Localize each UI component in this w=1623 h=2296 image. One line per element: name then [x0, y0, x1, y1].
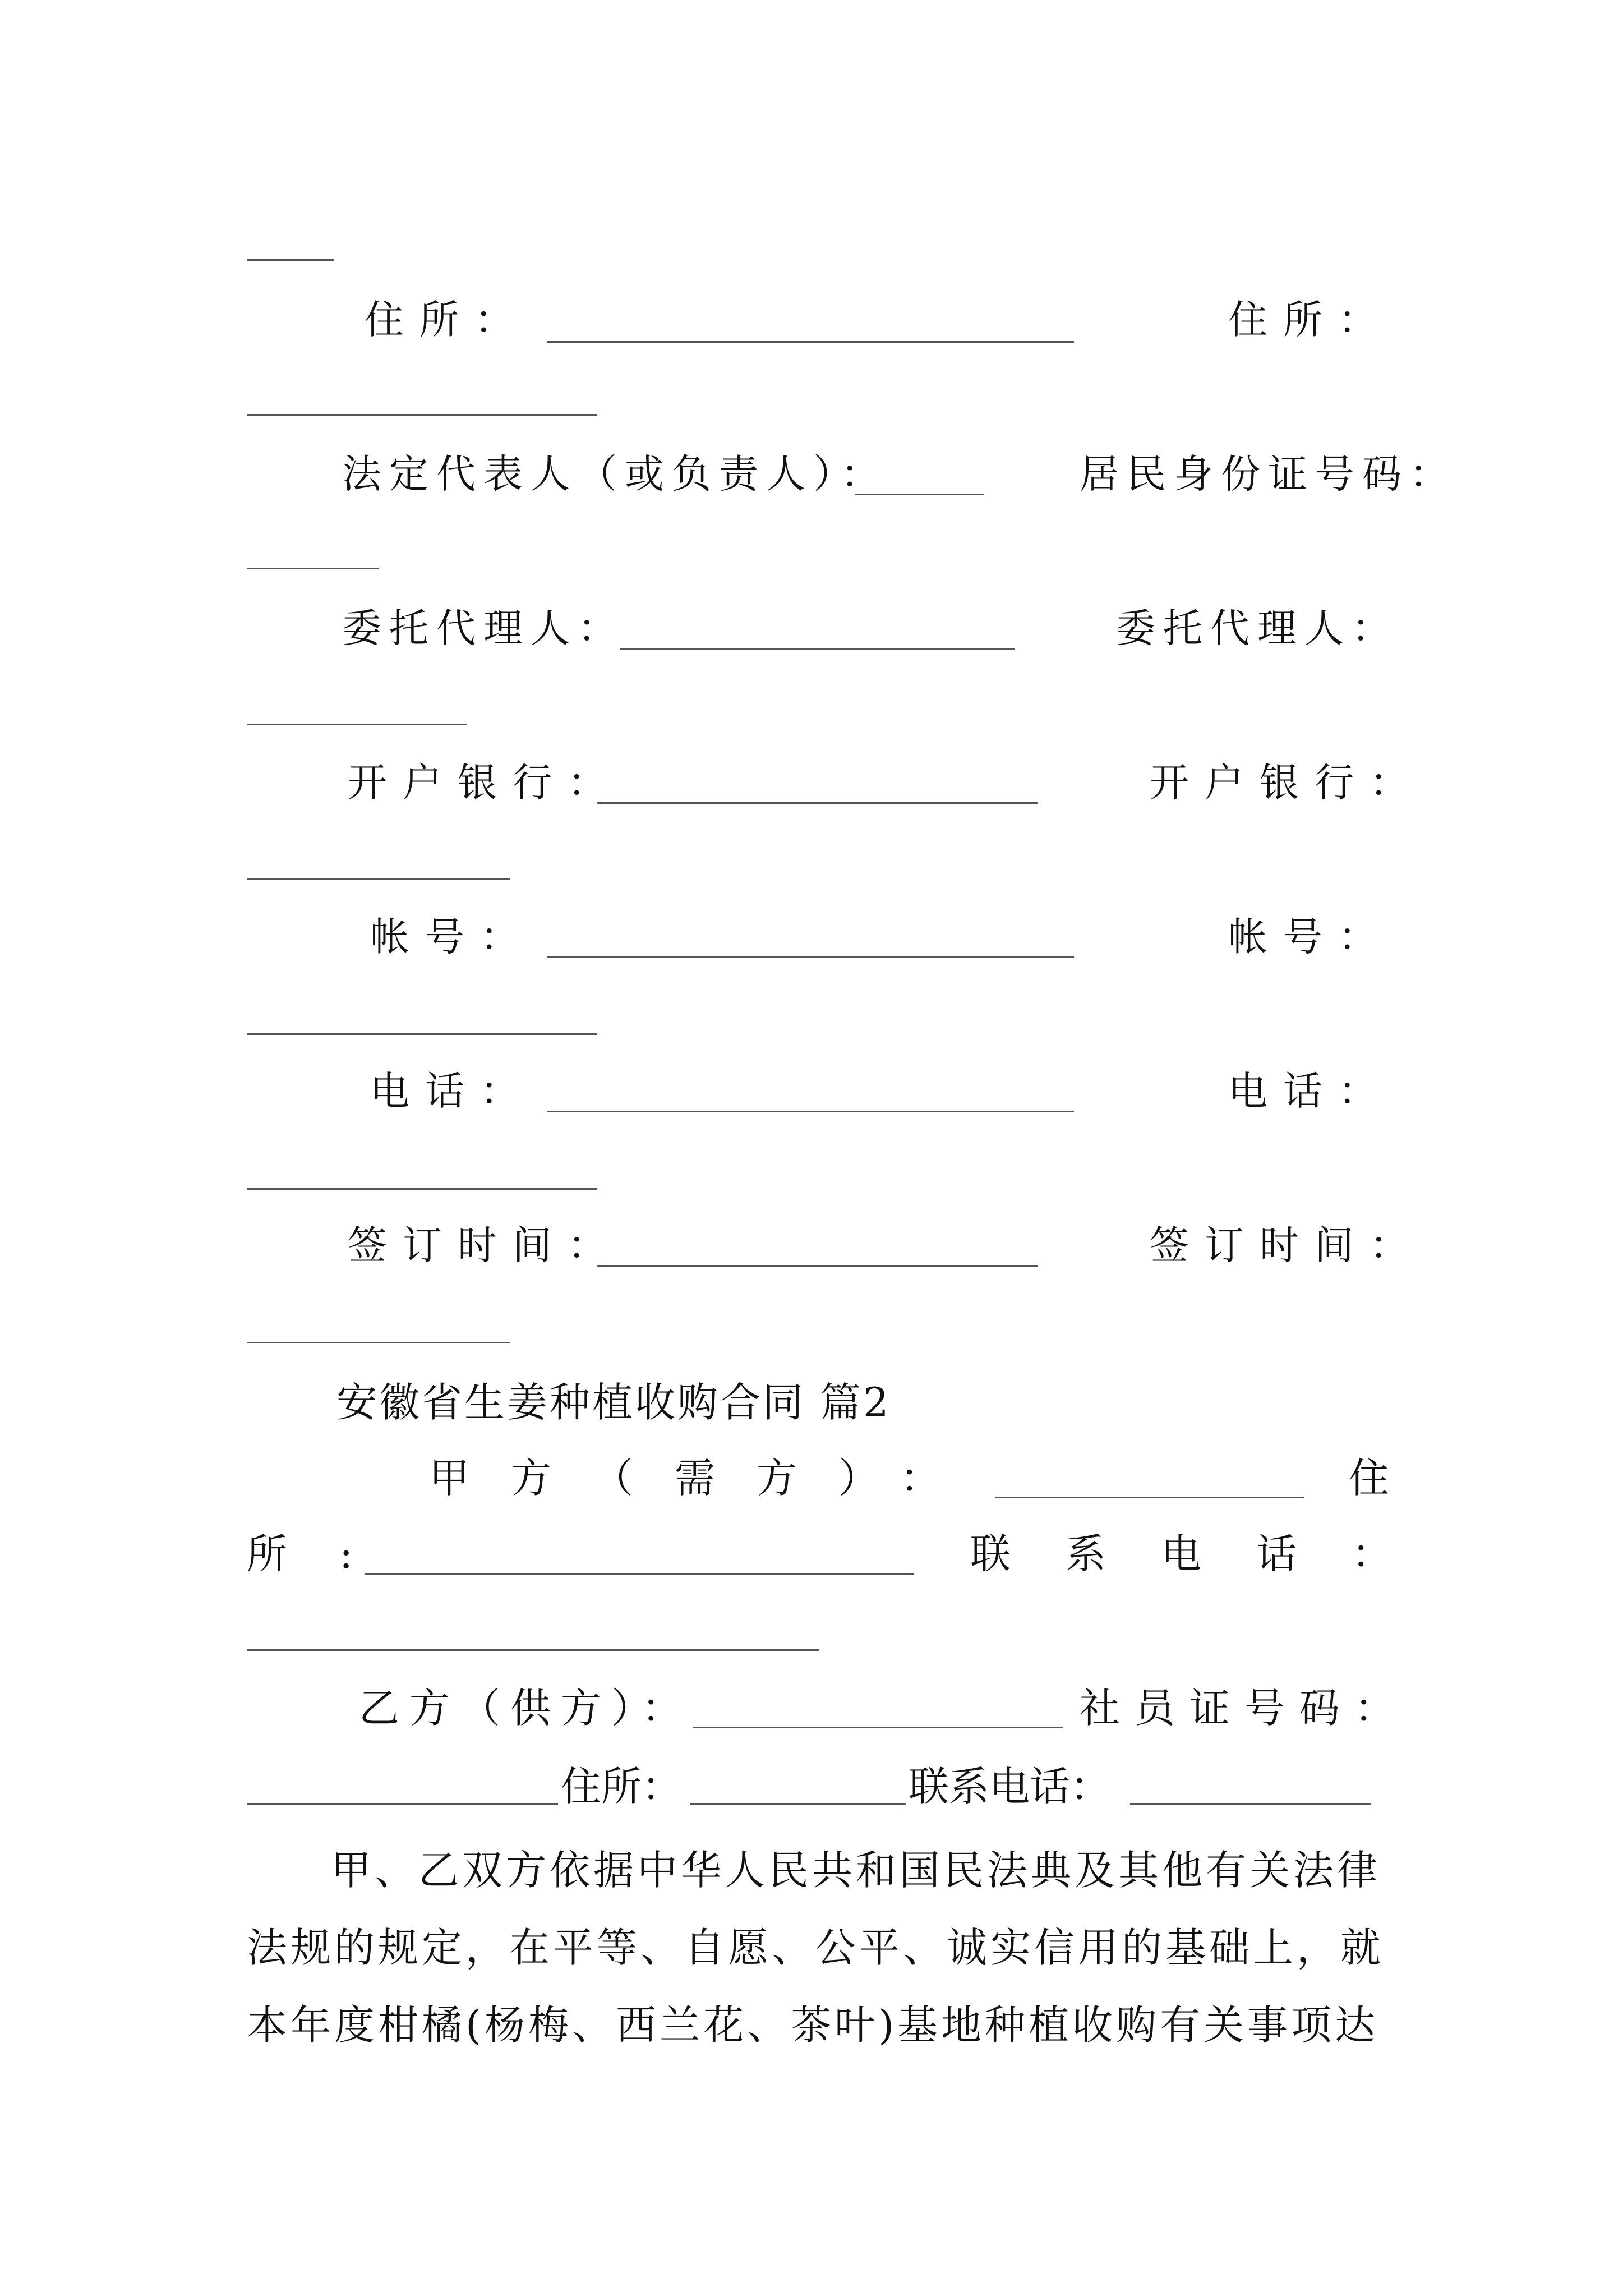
- sign-date-blank-right: [247, 1342, 510, 1343]
- party-b-label: 乙方（供方）：: [359, 1685, 693, 1732]
- agent-label-left: 委托代理人：: [342, 605, 625, 651]
- phone-blank-left: [547, 1111, 1074, 1112]
- address-blank-right: [247, 414, 597, 416]
- contract-body-paragraph: 甲、乙双方依据中华人民共和国民法典及其他有关法律法规的规定，在平等、自愿、公平、诚实信用的基础上，就本年度柑橘(杨梅、西兰花、茶叶)基地种植收购有关事项达: [247, 1847, 1385, 2049]
- account-label-right: 帐号：: [1228, 914, 1393, 960]
- party-a-blank: [995, 1497, 1304, 1498]
- address-label-left: 住所：: [365, 297, 529, 343]
- section-heading: 安徽省生姜种植收购合同 篇2: [336, 1379, 891, 1426]
- party-b-address-label: 住所：: [561, 1763, 683, 1810]
- party-b-phone-blank: [1130, 1803, 1371, 1805]
- sign-date-label-left: 签订时间：: [348, 1222, 623, 1268]
- account-blank-left: [547, 956, 1074, 958]
- agent-blank-left: [620, 648, 1015, 650]
- legal-rep-blank: [855, 494, 984, 495]
- bank-blank-right: [247, 878, 510, 880]
- party-b-address-blank: [690, 1803, 906, 1805]
- party-a-label: 甲方（需方）：: [429, 1455, 983, 1502]
- agent-blank-right: [247, 724, 467, 725]
- colon-mark: :: [339, 1530, 353, 1577]
- party-a-address-blank: [365, 1573, 914, 1575]
- party-b-blank: [693, 1727, 1063, 1728]
- sign-date-label-right: 签订时间：: [1150, 1222, 1424, 1268]
- account-blank-right: [247, 1033, 597, 1035]
- id-number-label: 居民身份证号码：: [1080, 451, 1456, 497]
- agent-label-right: 委托代理人：: [1116, 605, 1399, 651]
- blank-line: [247, 259, 334, 261]
- sign-date-blank-left: [597, 1265, 1038, 1267]
- phone-label-left: 电话：: [370, 1068, 535, 1114]
- bank-label-right: 开户银行：: [1150, 760, 1424, 806]
- bank-label-left: 开户银行：: [348, 760, 623, 806]
- member-id-label: 社员证号码：: [1080, 1685, 1410, 1732]
- account-label-left: 帐号：: [370, 914, 535, 960]
- legal-rep-label: 法定代表人（或负责人）：: [342, 451, 888, 497]
- party-a-address-head: 所: [247, 1530, 288, 1577]
- address-label-right: 住所：: [1228, 297, 1393, 343]
- member-id-blank: [247, 1803, 558, 1805]
- party-a-phone-blank: [247, 1649, 819, 1651]
- id-number-blank: [247, 568, 379, 569]
- party-a-phone-label: 联系电话：: [970, 1530, 1447, 1577]
- phone-label-right: 电话：: [1228, 1068, 1393, 1114]
- bank-blank-left: [597, 802, 1038, 804]
- address-blank-left: [547, 341, 1074, 343]
- party-a-address-tail: 住: [1349, 1455, 1390, 1502]
- party-b-phone-label: 联系电话：: [909, 1763, 1111, 1810]
- phone-blank-right: [247, 1188, 597, 1190]
